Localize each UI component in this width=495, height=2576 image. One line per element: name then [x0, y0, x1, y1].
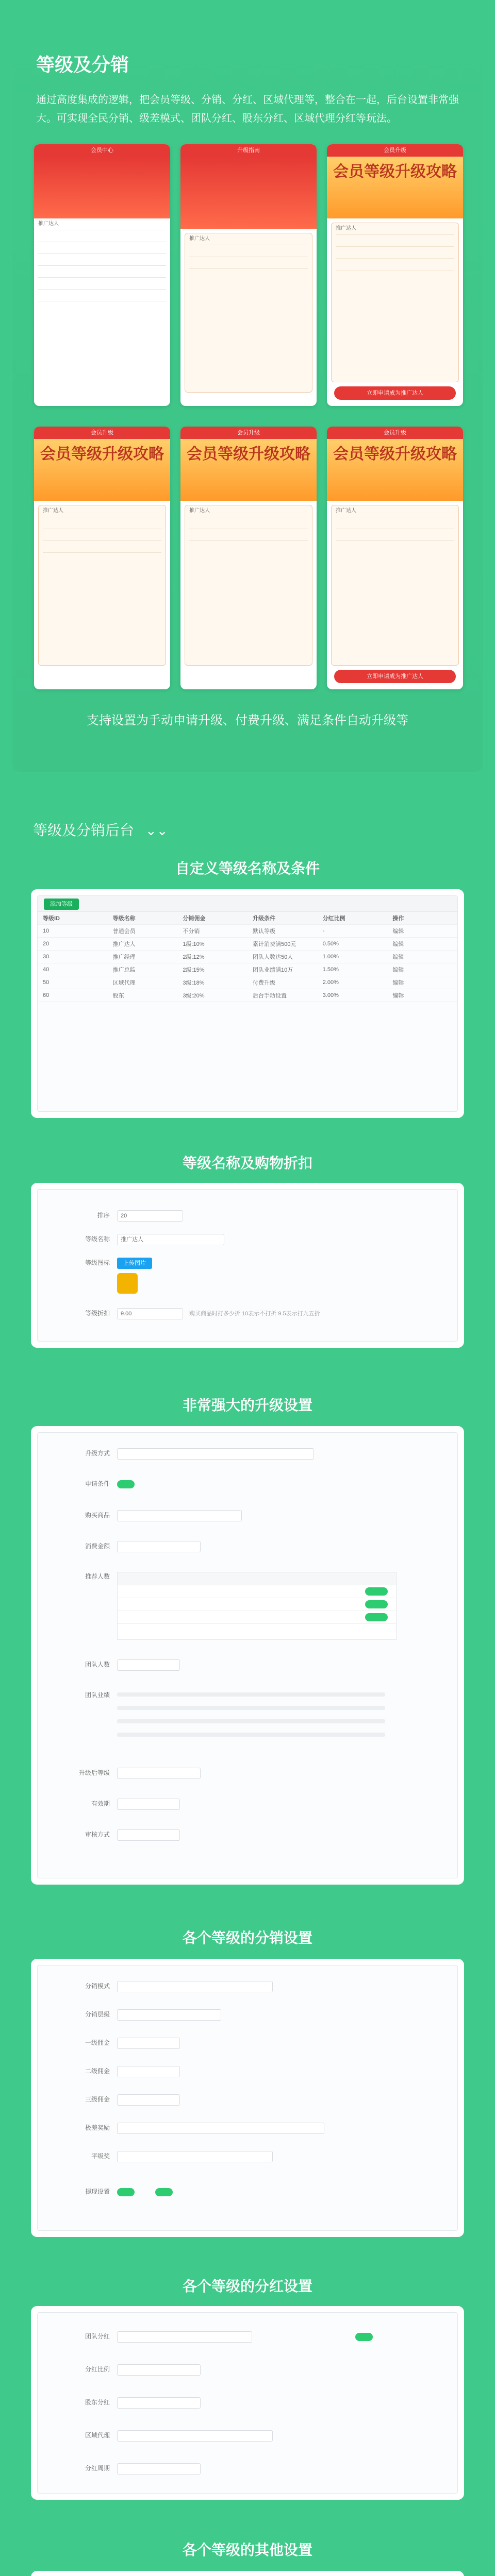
- target-level-select[interactable]: [117, 1768, 201, 1779]
- table-header: [118, 1572, 396, 1585]
- form-row: 二级佣金: [48, 2066, 447, 2079]
- list-item[interactable]: [38, 266, 166, 278]
- list-item[interactable]: [38, 254, 166, 266]
- table-row: 60 股东 3级:20% 后台手动设置 3.00% 编辑: [38, 989, 457, 1002]
- form-row: 团队业绩: [48, 1690, 447, 1752]
- level-row: 推广达人: [336, 505, 454, 517]
- form-row: 购买商品: [48, 1510, 447, 1523]
- form-row: 平级奖: [48, 2151, 447, 2164]
- list-item[interactable]: [38, 230, 166, 242]
- condition-card: [38, 505, 166, 666]
- form-row: 等级图标 上传图片: [48, 1258, 447, 1289]
- form-row: 等级名称 推广达人: [48, 1234, 447, 1247]
- level-row: 推广达人: [336, 223, 454, 235]
- level-table-screenshot: [37, 895, 458, 1112]
- list-item: [336, 517, 454, 529]
- list-item: [189, 517, 308, 529]
- section-title: 自定义等级名称及条件: [175, 860, 320, 876]
- form-row: 申请条件: [48, 1479, 447, 1493]
- table-row: 20 推广达人 1级:10% 累计消费满500元 0.50% 编辑: [38, 938, 457, 951]
- list-item[interactable]: [38, 278, 166, 290]
- edit-link[interactable]: 编辑: [392, 954, 404, 960]
- form-row: 排序 20: [48, 1210, 447, 1224]
- table-row: 40 推广总监 2级:15% 团队业绩满10万 1.50% 编辑: [38, 963, 457, 976]
- form-row: 审核方式: [48, 1829, 447, 1843]
- form-row: 分销层级: [48, 2009, 447, 2023]
- edit-link[interactable]: 编辑: [392, 928, 404, 935]
- level-table-panel: [31, 889, 464, 1118]
- form-row: 团队分红: [48, 2331, 447, 2345]
- form-row: 团队人数: [48, 1659, 447, 1673]
- list-item: [43, 541, 161, 553]
- mode-radio-group[interactable]: [117, 1981, 273, 1992]
- edit-link[interactable]: 编辑: [392, 941, 404, 947]
- column-header: 分红比例: [322, 916, 345, 922]
- list-item[interactable]: [38, 290, 166, 301]
- column-header: 等级ID: [43, 916, 60, 922]
- table-row: 50 区域代理 3级:18% 付费升级 2.00% 编辑: [38, 976, 457, 989]
- level-row: 推广达人: [189, 505, 308, 517]
- list-item: [336, 259, 454, 270]
- phone-title: 会员升级: [180, 427, 317, 439]
- promo-banner: 会员等级升级攻略: [180, 439, 317, 501]
- list-item: [189, 257, 308, 269]
- dividend-toggle[interactable]: [355, 2333, 373, 2341]
- phone-member-upgrade: [327, 427, 463, 689]
- distribution-panel: [31, 1959, 464, 2237]
- condition-card: [185, 505, 312, 666]
- table-row: [118, 1585, 396, 1598]
- distribution-screenshot: [37, 1965, 458, 2231]
- commission-1-input[interactable]: [117, 2038, 180, 2049]
- guide-card: [185, 233, 312, 393]
- form-row: 极差奖励: [48, 2123, 447, 2136]
- form-row: 区域代理: [48, 2430, 447, 2444]
- sort-input[interactable]: 20: [117, 1210, 183, 1222]
- table-row: 30 推广经理 2级:12% 团队人数达50人 1.00% 编辑: [38, 951, 457, 963]
- discount-input[interactable]: 9.00: [117, 1308, 183, 1319]
- list-item: [189, 245, 308, 257]
- other-panel: [31, 2571, 464, 2576]
- form-row: 升级方式: [48, 1448, 447, 1462]
- condition-card: [331, 505, 459, 666]
- edit-link[interactable]: 编辑: [392, 993, 404, 999]
- discount-screenshot: [37, 1189, 458, 1342]
- toggle[interactable]: [365, 1587, 388, 1596]
- peer-reward-input[interactable]: [117, 2151, 273, 2162]
- list-item: [43, 529, 161, 541]
- list-item[interactable]: [38, 242, 166, 254]
- form-row: 升级后等级: [48, 1768, 447, 1781]
- rules-table: [117, 1572, 397, 1640]
- table-row: [118, 1611, 396, 1624]
- phone-title: 会员升级: [327, 427, 463, 439]
- form-row: 消费金额: [48, 1541, 447, 1554]
- edit-link[interactable]: 编辑: [392, 967, 404, 973]
- edit-link[interactable]: 编辑: [392, 980, 404, 986]
- form-row: 一级佣金: [48, 2038, 447, 2051]
- apply-button[interactable]: 立即申请成为推广达人: [334, 670, 456, 683]
- level-select[interactable]: [117, 2009, 221, 2021]
- toggle[interactable]: [365, 1613, 388, 1621]
- commission-2-input[interactable]: [117, 2066, 180, 2077]
- toolbar: [38, 896, 457, 912]
- discount-hint: 购买商品时打多少折 10表示不打折 9.5表示打九五折: [189, 1311, 320, 1317]
- phone-member-upgrade: [327, 144, 463, 406]
- team-dividend-input[interactable]: [117, 2331, 252, 2343]
- form-row: 提现设置: [48, 2187, 447, 2200]
- form-row: 等级折扣 9.00 购买商品时打多少折 10表示不打折 9.5表示打九五折: [48, 1308, 447, 1321]
- list-item: [336, 235, 454, 247]
- section-title: 各个等级的分红设置: [182, 2278, 312, 2294]
- region-agent-radio[interactable]: [117, 2430, 273, 2442]
- upgrade-screenshot: [37, 1432, 458, 1878]
- condition-card: [331, 223, 459, 382]
- form-row: 有效期: [48, 1799, 447, 1812]
- feature-title: 等级及分销: [36, 54, 129, 75]
- phone-title: 升级指南: [180, 144, 317, 157]
- phone-title: 会员中心: [34, 144, 170, 157]
- condition-toggle[interactable]: [117, 1480, 135, 1488]
- form-row: 分销模式: [48, 1981, 447, 1994]
- shareholder-input[interactable]: [117, 2397, 201, 2409]
- column-header: 操作: [392, 916, 404, 922]
- form-row: 三级佣金: [48, 2094, 447, 2108]
- phone-member-upgrade: [180, 427, 317, 689]
- cycle-select[interactable]: [117, 2463, 201, 2475]
- phone-title: 会员升级: [34, 427, 170, 439]
- list-item: [189, 529, 308, 541]
- add-level-button[interactable]: 添加等级: [44, 899, 79, 910]
- discount-panel: [31, 1183, 464, 1348]
- table-row: [118, 1598, 396, 1611]
- withdraw-toggle[interactable]: [155, 2188, 173, 2196]
- table-header: [38, 912, 457, 925]
- amount-input[interactable]: [117, 1541, 201, 1552]
- upgrade-caption: 支持设置为手动申请升级、付费升级、满足条件自动升级等: [87, 714, 408, 727]
- column-header: 分销佣金: [183, 916, 206, 922]
- phone-member-upgrade: [34, 427, 170, 689]
- product-input[interactable]: [117, 1510, 242, 1521]
- form-row: 推荐人数: [48, 1572, 447, 1644]
- phone-member-center: [34, 144, 170, 406]
- level-row[interactable]: 推广达人: [38, 218, 166, 230]
- apply-button[interactable]: 立即申请成为推广达人: [334, 386, 456, 400]
- promo-banner: 会员等级升级攻略: [34, 439, 170, 501]
- feature-card: [12, 14, 483, 772]
- phone-title: 会员升级: [327, 144, 463, 157]
- toggle[interactable]: [365, 1600, 388, 1608]
- section-title: 各个等级的分销设置: [182, 1930, 312, 1946]
- phone-upgrade-guide: [180, 144, 317, 406]
- promo-banner: 会员等级升级攻略: [327, 439, 463, 501]
- level-row: 推广达人: [189, 233, 308, 245]
- team-count-input[interactable]: [117, 1659, 180, 1671]
- form-row: 股东分红: [48, 2397, 447, 2411]
- promo-banner: 会员等级升级攻略: [327, 157, 463, 218]
- chevron-double-down-icon: ⌄⌄: [145, 823, 168, 838]
- level-row: 推广达人: [43, 505, 161, 517]
- dividend-rate-input[interactable]: [117, 2364, 201, 2376]
- dividend-panel: [31, 2306, 464, 2500]
- backend-heading: [33, 819, 168, 840]
- upload-button[interactable]: 上传图片: [117, 1258, 152, 1269]
- list-item: [336, 247, 454, 259]
- section-title: 非常强大的升级设置: [182, 1397, 312, 1413]
- table-row: 10 普通会员 不分销 默认等级 - 编辑: [38, 925, 457, 938]
- profile-header: [34, 157, 170, 218]
- level-name-input[interactable]: 推广达人: [117, 1234, 224, 1245]
- feature-intro: 通过高度集成的逻辑，把会员等级、分销、分红、区域代理等，整合在一起，后台设置非常强大。可实现全民分销、级差模式、团队分红、股东分红、区域代理分红等玩法。: [36, 94, 459, 124]
- section-title: 各个等级的其他设置: [182, 2542, 312, 2558]
- validity-input[interactable]: [117, 1799, 180, 1810]
- profile-header: [180, 157, 317, 229]
- backend-heading-text: 等级及分销后台: [33, 822, 135, 838]
- upgrade-panel: [31, 1426, 464, 1885]
- list-item: [336, 529, 454, 541]
- dividend-screenshot: [37, 2312, 458, 2494]
- column-header: 升级条件: [253, 916, 276, 922]
- upgrade-mode-select[interactable]: [117, 1448, 314, 1460]
- column-header: 等级名称: [112, 916, 136, 922]
- list-item: [43, 517, 161, 529]
- withdraw-toggle[interactable]: [117, 2188, 135, 2196]
- diff-reward-input[interactable]: [117, 2123, 324, 2134]
- form-row: 分红周期: [48, 2463, 447, 2477]
- form-row: 分红比例: [48, 2364, 447, 2378]
- commission-3-input[interactable]: [117, 2094, 180, 2106]
- level-badge-icon: [117, 1273, 138, 1294]
- review-select[interactable]: [117, 1829, 180, 1841]
- section-title: 等级名称及购物折扣: [182, 1155, 312, 1171]
